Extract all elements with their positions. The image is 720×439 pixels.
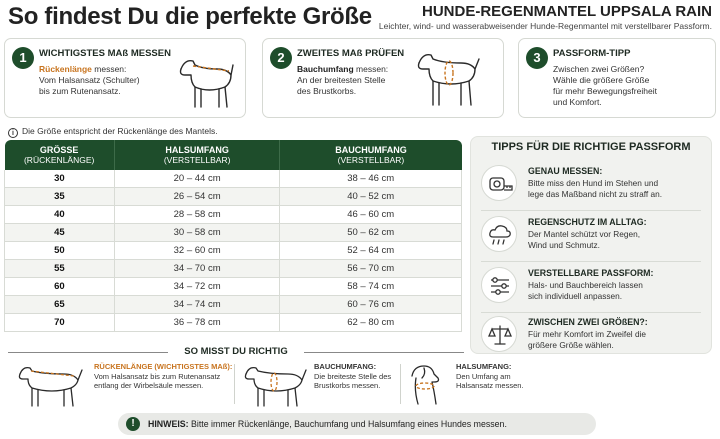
tip-text: Bitte miss den Hund im Stehen und lege das Maßband nicht zu straff an. [528, 178, 663, 199]
step-keyword: Rückenlänge [39, 64, 92, 74]
tips-panel [470, 136, 712, 354]
step-text-line2: An der breitesten Stelle [297, 75, 386, 85]
balance-scale-icon [481, 316, 517, 352]
step-text [553, 64, 657, 108]
step-text [297, 64, 388, 97]
table-row: 40 28 – 58 cm 46 – 60 cm [5, 206, 462, 224]
tip-title: VERSTELLBARE PASSFORM: [528, 268, 654, 278]
howto-item-title: HALSUMFANG: [456, 362, 512, 371]
step-title: ZWEITES MAß PRÜFEN [297, 48, 405, 59]
info-icon: i [8, 128, 18, 138]
dog-neck-girth-icon [404, 360, 450, 410]
tips-title: TIPPS FÜR DIE RICHTIGE PASSFORM [491, 141, 691, 153]
step-text-line3: für mehr Bewegungsfreiheit [553, 86, 657, 96]
tip-title: REGENSCHUTZ IM ALLTAG: [528, 217, 647, 227]
howto-item-back: RÜCKENLÄNGE (WICHTIGSTES MAß): Vom Halsansatz bis zum Rutenansatz entlang der Wirbelsäule messen. [94, 362, 233, 390]
tape-measure-icon [481, 165, 517, 201]
table-row: 50 32 – 60 cm 52 – 64 cm [5, 242, 462, 260]
tip-item [481, 214, 707, 262]
step-text-line3: bis zum Rutenansatz. [39, 86, 121, 96]
table-row: 45 30 – 58 cm 50 – 62 cm [5, 224, 462, 242]
howto-item-title: RÜCKENLÄNGE (WICHTIGSTES MAß): [94, 362, 233, 371]
tip-title: ZWISCHEN ZWEI GRÖßEN?: [528, 317, 648, 327]
tip-text: Hals- und Bauchbereich lassen sich individuell anpassen. [528, 280, 643, 301]
divider [481, 312, 701, 313]
step-text [39, 64, 140, 97]
step-number: 3 [526, 47, 548, 69]
step-title: WICHTIGSTES MAß MESSEN [39, 48, 171, 59]
step-text-after: messen: [91, 64, 127, 74]
howto-item-chest: BAUCHUMFANG: Die breiteste Stelle des Brustkorbs messen. [314, 362, 392, 390]
divider [234, 364, 235, 404]
step-card-2 [262, 38, 504, 118]
step-card-3 [518, 38, 716, 118]
table-header-row [5, 140, 462, 170]
table-row: 55 34 – 70 cm 56 – 70 cm [5, 259, 462, 277]
footer-text: HINWEIS: Bitte immer Rückenlänge, Bauchumfang und Halsumfang eines Hundes messen. [148, 419, 507, 429]
step-text-line1: Zwischen zwei Größen? [553, 64, 645, 74]
step-keyword: Bauchumfang [297, 64, 354, 74]
table-row: 60 34 – 72 cm 58 – 74 cm [5, 277, 462, 295]
table-row: 65 34 – 74 cm 60 – 76 cm [5, 295, 462, 313]
info-icon: ! [126, 417, 140, 431]
step-title: PASSFORM-TIPP [553, 48, 631, 59]
column-header-size: GRÖSSE (RÜCKENLÄNGE) [5, 140, 115, 170]
page-title: So findest Du die perfekte Größe [8, 3, 372, 30]
dog-back-length-icon [173, 49, 239, 115]
step-text-after: messen: [353, 64, 389, 74]
step-text-line4: und Komfort. [553, 97, 602, 107]
table-row: 35 26 – 54 cm 40 – 52 cm [5, 188, 462, 206]
tip-text: Für mehr Komfort im Zweifel die größere Größe wählen. [528, 329, 647, 350]
column-header-chest: BAUCHUMFANG (VERSTELLBAR) [280, 140, 462, 170]
divider [481, 261, 701, 262]
dog-chest-girth-icon [240, 360, 310, 410]
table-row: 70 36 – 78 cm 62 – 80 cm [5, 313, 462, 331]
tip-title: GENAU MESSEN: [528, 166, 603, 176]
footer-hint [118, 413, 596, 435]
dog-back-length-icon [14, 360, 86, 410]
howto-item-neck: HALSUMFANG: Den Umfang am Halsansatz messen. [456, 362, 524, 390]
step-card-1 [4, 38, 246, 118]
rain-cloud-icon [481, 216, 517, 252]
divider [481, 210, 701, 211]
product-subtitle: Leichter, wind- und wasserabweisender Hunde-Regenmantel mit verstellbarer Passform. [378, 21, 712, 31]
step-text-line2: Vom Halsansatz (Schulter) [39, 75, 140, 85]
howto-title: SO MISST DU RICHTIG [184, 346, 288, 357]
dog-chest-girth-icon [413, 45, 487, 115]
step-text-line3: des Brustkorbs. [297, 86, 357, 96]
divider [400, 364, 401, 404]
sliders-icon [481, 267, 517, 303]
step-text-line2: Wähle die größere Größe [553, 75, 650, 85]
howto-item-title: BAUCHUMFANG: [314, 362, 377, 371]
tip-item [481, 314, 707, 362]
size-table [4, 140, 462, 332]
table-row: 30 20 – 44 cm 38 – 46 cm [5, 170, 462, 188]
table-note-text: Die Größe entspricht der Rückenlänge des Mantels. [22, 126, 218, 136]
column-header-neck: HALSUMFANG (VERSTELLBAR) [114, 140, 280, 170]
tip-item [481, 265, 707, 313]
step-number: 2 [270, 47, 292, 69]
step-number: 1 [12, 47, 34, 69]
tip-item [481, 163, 707, 211]
howto-section-header [8, 346, 464, 358]
tip-text: Der Mantel schützt vor Regen, Wind und Schmutz. [528, 229, 641, 250]
table-note [8, 126, 218, 138]
product-name: HUNDE-REGENMANTEL UPPSALA RAIN [421, 3, 712, 20]
